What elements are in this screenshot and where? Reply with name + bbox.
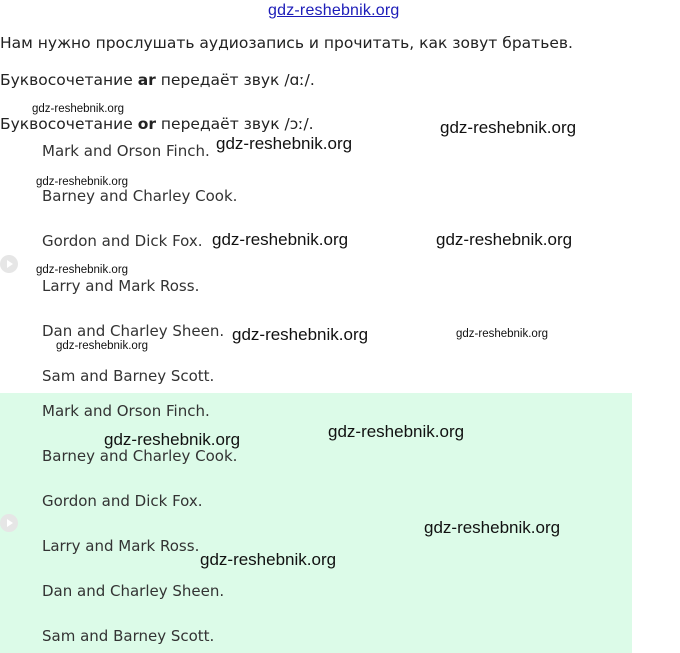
watermark: gdz-reshebnik.org xyxy=(36,264,129,276)
list-item: Barney and Charley Cook. xyxy=(42,187,238,205)
watermark: gdz-reshebnik.org xyxy=(436,230,573,249)
watermark: gdz-reshebnik.org xyxy=(216,134,353,153)
watermark: gdz-reshebnik.org xyxy=(424,518,561,537)
rule-ar xyxy=(0,71,315,89)
letter-combination: or xyxy=(137,115,156,133)
watermark: gdz-reshebnik.org xyxy=(456,328,549,340)
watermark: gdz-reshebnik.org xyxy=(232,325,369,344)
rule-suffix: передаёт звук /ɔː/. xyxy=(155,115,314,133)
list-item: Larry and Mark Ross. xyxy=(42,537,200,555)
watermark: gdz-reshebnik.org xyxy=(56,340,149,352)
letter-combination: ar xyxy=(137,71,156,89)
list-item: Gordon and Dick Fox. xyxy=(42,492,203,510)
list-item: Mark and Orson Finch. xyxy=(42,142,210,160)
watermark: gdz-reshebnik.org xyxy=(200,550,337,569)
list-item: Mark and Orson Finch. xyxy=(42,402,210,420)
rule-or xyxy=(0,115,314,133)
header-watermark-link[interactable]: gdz-reshebnik.org xyxy=(268,2,400,19)
watermark: gdz-reshebnik.org xyxy=(32,103,125,115)
watermark: gdz-reshebnik.org xyxy=(36,176,129,188)
rule-prefix: Буквосочетание xyxy=(0,115,138,133)
watermark: gdz-reshebnik.org xyxy=(328,422,465,441)
list-item: Barney and Charley Cook. xyxy=(42,447,238,465)
list-item: Larry and Mark Ross. xyxy=(42,277,200,295)
list-item: Dan and Charley Sheen. xyxy=(42,322,225,340)
list-item: Sam and Barney Scott. xyxy=(42,367,215,385)
list-item: Dan and Charley Sheen. xyxy=(42,582,225,600)
play-icon[interactable] xyxy=(0,255,18,273)
watermark: gdz-reshebnik.org xyxy=(104,430,241,449)
list-item: Gordon and Dick Fox. xyxy=(42,232,203,250)
rule-suffix: передаёт звук /ɑː/. xyxy=(155,71,315,89)
play-icon[interactable] xyxy=(0,514,18,532)
watermark: gdz-reshebnik.org xyxy=(212,230,349,249)
list-item: Sam and Barney Scott. xyxy=(42,627,215,645)
instruction-text: Нам нужно прослушать аудиозапись и прочитать, как зовут братьев. xyxy=(0,34,573,52)
watermark: gdz-reshebnik.org xyxy=(440,118,577,137)
rule-prefix: Буквосочетание xyxy=(0,71,138,89)
